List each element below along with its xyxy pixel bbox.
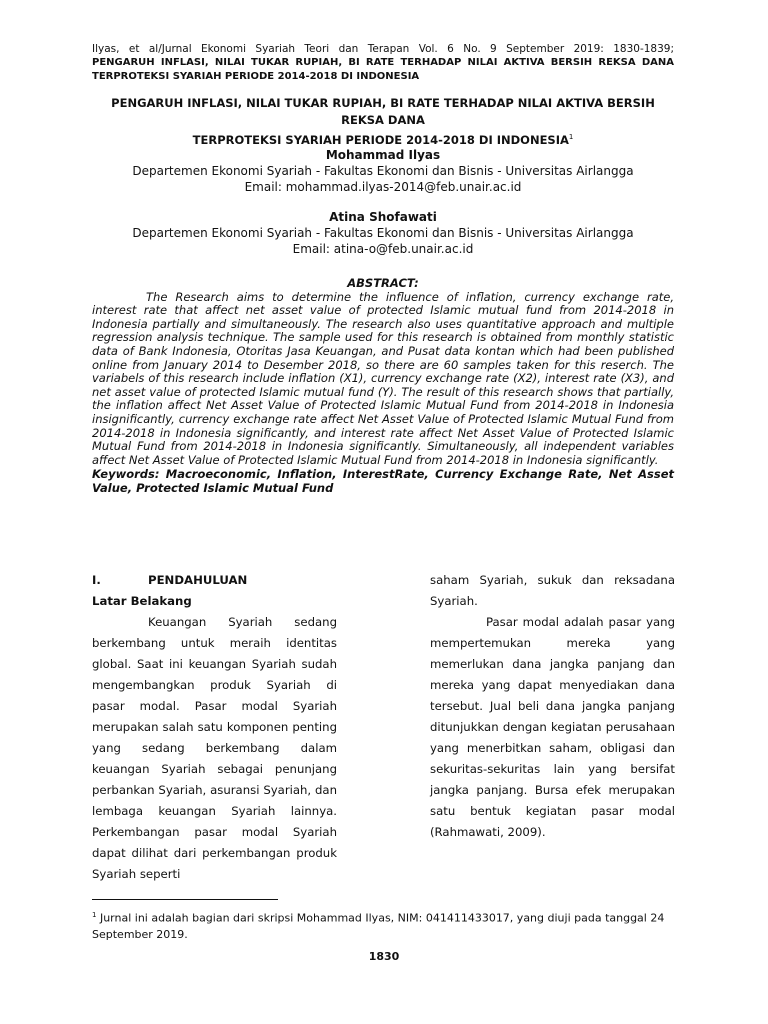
article-title-line-2: TERPROTEKSI SYARIAH PERIODE 2014-2018 DI INDONESIA: [192, 132, 569, 147]
running-header: [92, 42, 674, 84]
header-title-line-1: PENGARUH INFLASI, NILAI TUKAR RUPIAH, BI RATE TERHADAP NILAI AKTIVA BERSIH REKSA DANA: [92, 57, 674, 68]
right-column: [430, 570, 675, 843]
footnote-divider: [92, 899, 278, 900]
author-email[interactable]: Email: mohammad.ilyas-2014@feb.unair.ac.id: [244, 180, 522, 194]
footnote: [92, 907, 674, 943]
footnote-text: Jurnal ini adalah bagian dari skripsi Mohammad Ilyas, NIM: 041411433017, yang diuji pada tanggal 24 September 2019.: [92, 911, 665, 941]
body-paragraph: Keuangan Syariah sedang berkembang untuk meraih identitas global. Saat ini keuangan Syariah sudah mengembangkan produk Syariah di pasar modal. Pasar modal Syariah merupakan salah satu komponen penting yang sedang berkembang dalam keuangan Syariah sebagai penunjang perbankan Syariah, asuransi Syariah, dan lembaga keuangan Syariah lainnya. Perkembangan pasar modal Syariah dapat dilihat dari perkembangan produk Syariah seperti: [92, 615, 337, 881]
section-title: PENDAHULUAN: [148, 573, 248, 587]
author-name: Atina Shofawati: [329, 210, 437, 224]
left-column: [92, 570, 337, 885]
keywords: Keywords: Macroeconomic, Inflation, InterestRate, Currency Exchange Rate, Net Asset Value, Protected Islamic Mutual Fund: [92, 467, 674, 495]
body-paragraph-continuation: saham Syariah, sukuk dan reksadana Syariah.: [430, 573, 675, 608]
footnote-mark: 1: [92, 911, 97, 919]
section-number: I.: [92, 573, 101, 587]
abstract-section: [92, 277, 674, 496]
header-citation: Ilyas, et al/Jurnal Ekonomi Syariah Teori dan Terapan Vol. 6 No. 9 September 2019: 1830-1839;: [92, 43, 674, 55]
author-affiliation: Departemen Ekonomi Syariah - Fakultas Ekonomi dan Bisnis - Universitas Airlangga: [132, 164, 634, 178]
section-heading: [92, 570, 337, 591]
article-title: [92, 95, 674, 149]
author-block-1: [92, 147, 674, 195]
page-number: 1830: [368, 950, 400, 963]
author-block-2: [92, 209, 674, 257]
subsection-heading: Latar Belakang: [92, 594, 192, 608]
body-paragraph: Pasar modal adalah pasar yang mempertemukan mereka yang memerlukan dana jangka panjang dan mereka yang dapat menyediakan dana tersebut. Jual beli dana jangka panjang ditunjukkan dengan kegiatan perusahaan yang menerbitkan saham, obligasi dan sekuritas-sekuritas lain yang bersifat jangka panjang. Bursa efek merupakan satu bentuk kegiatan pasar modal (Rahmawati, 2009).: [430, 615, 675, 839]
abstract-heading: ABSTRACT:: [347, 276, 419, 290]
header-title-line-2: TERPROTEKSI SYARIAH PERIODE 2014-2018 DI INDONESIA: [92, 71, 420, 82]
article-title-line-1: PENGARUH INFLASI, NILAI TUKAR RUPIAH, BI RATE TERHADAP NILAI AKTIVA BERSIH REKSA DANA: [111, 96, 655, 127]
title-footnote-mark[interactable]: 1: [568, 133, 574, 141]
author-affiliation: Departemen Ekonomi Syariah - Fakultas Ekonomi dan Bisnis - Universitas Airlangga: [132, 226, 634, 240]
abstract-body: The Research aims to determine the influence of inflation, currency exchange rate, interest rate that affect net asset value of protected Islamic mutual fund from 2014-2018 in Indonesia partially and simultaneously. The research also uses quantitative approach and multiple regression analysis technique. The sample used for this research is obtained from monthly statistic data of Bank Indonesia, Otoritas Jasa Keuangan, and Pusat data kontan which had been published online from January 2014 to Desember 2018, so there are 60 samples taken for this reserch. The variabels of this research include inflation (X1), currency exchange rate (X2), interest rate (X3), and net asset value of protected Islamic mutual fund (Y). The result of this research shows that partially, the inflation affect Net Asset Value of Protected Islamic Mutual Fund from 2014-2018 in Indonesia insignificantly, currency exchange rate affect Net Asset Value of Protected Islamic Mutual Fund from 2014-2018 in Indonesia significantly, and interest rate affect Net Asset Value of Protected Islamic Mutual Fund from 2014-2018 in Indonesia significantly. Simultaneously, all independent variables affect Net Asset Value of Protected Islamic Mutual Fund from 2014-2018 in Indonesia significantly.: [92, 289, 674, 467]
author-email[interactable]: Email: atina-o@feb.unair.ac.id: [292, 242, 474, 256]
author-name: Mohammad Ilyas: [325, 148, 441, 162]
